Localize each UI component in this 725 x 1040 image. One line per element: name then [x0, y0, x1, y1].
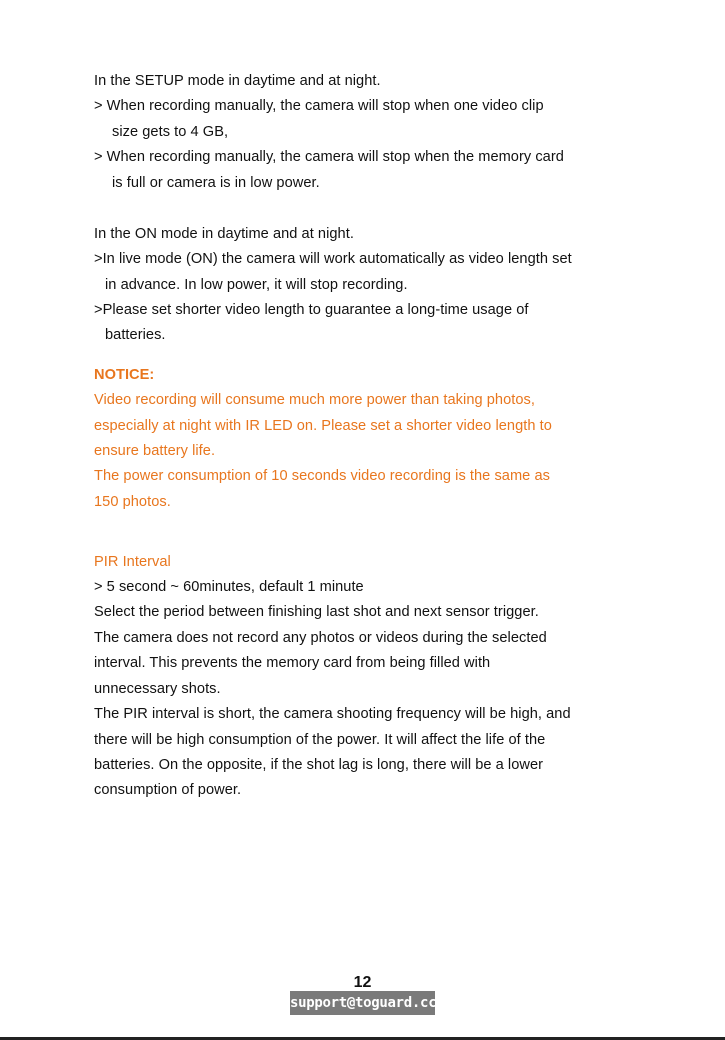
pir-line: consumption of power.	[94, 782, 242, 798]
on-item-1-line-2: in advance. In low power, it will stop recording.	[105, 277, 408, 293]
pir-line: The camera does not record any photos or videos during the selected	[94, 630, 547, 646]
on-item-2-line-1: >Please set shorter video length to guarantee a long-time usage of	[94, 302, 529, 318]
setup-item-2-line-1: > When recording manually, the camera will stop when the memory card	[94, 149, 564, 165]
notice-line: Video recording will consume much more power than taking photos,	[94, 392, 535, 408]
on-item-1-line-1: >In live mode (ON) the camera will work automatically as video length set	[94, 251, 572, 267]
notice-line: The power consumption of 10 seconds video recording is the same as	[94, 468, 550, 484]
notice-line: 150 photos.	[94, 494, 171, 510]
on-item-2-line-2: batteries.	[105, 327, 166, 343]
pir-line: there will be high consumption of the power. It will affect the life of the	[94, 732, 546, 748]
pir-line: batteries. On the opposite, if the shot lag is long, there will be a lower	[94, 757, 544, 773]
pir-interval-title: PIR Interval	[94, 554, 171, 570]
pir-interval-range: > 5 second ~ 60minutes, default 1 minute	[94, 579, 364, 595]
support-email-badge: support@toguard.cc	[290, 991, 435, 1015]
on-heading: In the ON mode in daytime and at night.	[94, 226, 354, 242]
setup-item-1-line-1: > When recording manually, the camera will stop when one video clip	[94, 98, 544, 114]
pir-line: interval. This prevents the memory card from being filled with	[94, 655, 491, 671]
notice-line: especially at night with IR LED on. Please set a shorter video length to	[94, 418, 552, 434]
notice-line: ensure battery life.	[94, 443, 216, 459]
setup-heading: In the SETUP mode in daytime and at night.	[94, 73, 381, 89]
pir-line: Select the period between finishing last shot and next sensor trigger.	[94, 604, 539, 620]
setup-item-1-line-2: size gets to 4 GB,	[112, 124, 229, 140]
pir-line: The PIR interval is short, the camera shooting frequency will be high, and	[94, 706, 571, 722]
notice-title: NOTICE:	[94, 367, 155, 383]
page-number: 12	[353, 974, 372, 991]
setup-item-2-line-2: is full or camera is in low power.	[112, 175, 320, 191]
pir-line: unnecessary shots.	[94, 681, 221, 697]
